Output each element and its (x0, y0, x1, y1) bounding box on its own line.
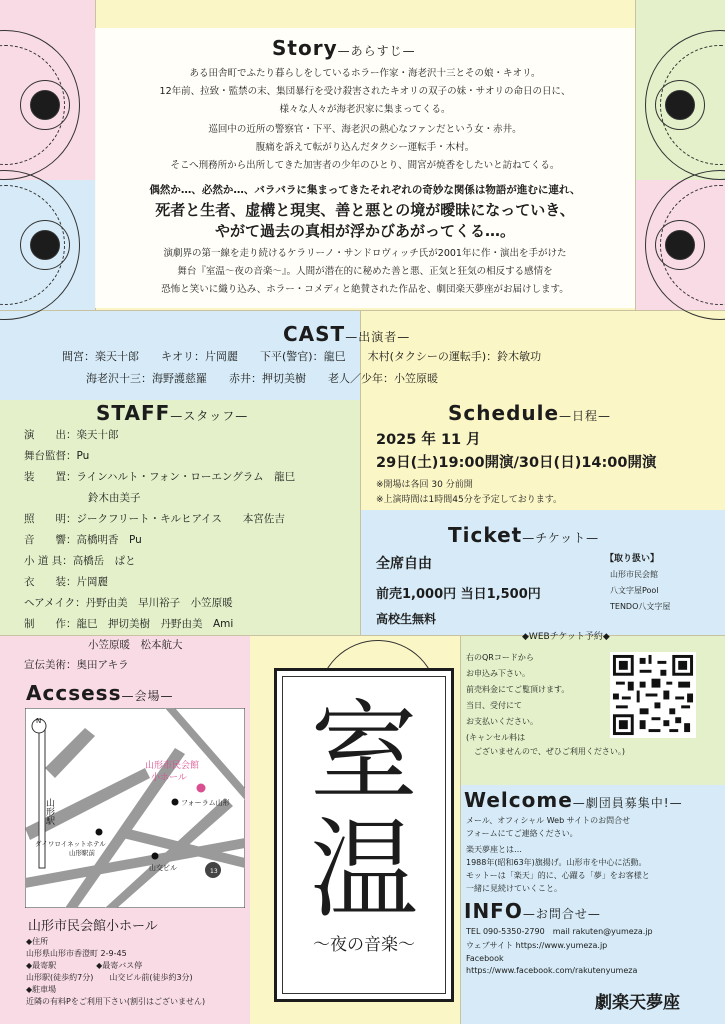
story-emphasis: 死者と生者、虚構と現実、善と悪との境が曖昧になっていき、 (155, 201, 575, 219)
info-website[interactable]: ウェブサイト https://www.yumeza.jp (466, 941, 608, 950)
story-line: 腹痛を訴えて転がり込んだタクシー運転手・木村。 (255, 142, 475, 153)
story-line: 12年前、拉致・監禁の末、集団暴行を受け殺害されたキオリの双子の妹・サオリの命日の日に、 (159, 86, 571, 97)
map-route-label: 13 (210, 868, 218, 875)
access-heading (26, 681, 173, 705)
welcome-line: メール、オフィシャル Web サイトのお問合せ (466, 816, 631, 825)
web-ticket-line: お申込み下さい。 (466, 669, 530, 678)
web-ticket-line: お支払いください。 (466, 717, 538, 726)
welcome-title: Welcome (464, 788, 573, 812)
qr-code[interactable] (610, 652, 696, 738)
story-emphasis: やがて過去の真相が浮かびあがってくる…。 (214, 222, 515, 240)
staff-row (88, 637, 183, 652)
access-detail: 近隣の有料Pをご利用下さい(割引はございません) (26, 997, 206, 1006)
ticket-heading (448, 523, 599, 547)
web-ticket-title: ◆WEBチケット予約◆ (522, 632, 610, 642)
welcome-line: 1988年(昭和63年)旗揚げ。山形市を中心に活動。 (466, 858, 647, 867)
story-line: 巡回中の近所の警察官・下平、海老沢の熱心なファンだという女・赤井。 (208, 124, 522, 135)
map-bank-label: 山交ビル (149, 864, 177, 872)
north-label: N (36, 717, 42, 725)
grid-line (0, 310, 725, 311)
staff-subtitle: —スタッフ— (170, 409, 249, 423)
schedule-heading (448, 401, 611, 425)
troupe-logo: 劇楽天夢座 (595, 993, 680, 1013)
story-heading (272, 36, 416, 60)
map-venue-label: 山形市民会館 (145, 761, 200, 771)
staff-role: ヘアメイク： (24, 597, 86, 609)
staff-title: STAFF (96, 401, 171, 425)
info-subtitle: —お問合せ— (522, 907, 601, 921)
schedule-subtitle: —日程— (559, 409, 612, 423)
staff-row (24, 657, 129, 672)
staff-role: 衣 装： (24, 576, 77, 588)
staff-names: 龍巳 押切美樹 丹野由美 Ami (76, 618, 234, 630)
staff-row (88, 490, 141, 505)
staff-row (24, 616, 233, 631)
ticket-subtitle: —チケット— (522, 531, 600, 545)
story-title: Story (272, 36, 338, 60)
bank-marker-icon (152, 853, 159, 860)
web-ticket-line: 前売料金にてご覧頂けます。 (466, 685, 570, 694)
grid-line (460, 635, 461, 1024)
web-ticket-line: (キャンセル料は (466, 733, 526, 742)
cast-heading (283, 322, 410, 346)
ticket-seat: 全席自由 (376, 556, 432, 572)
web-ticket-line: 右のQRコードから (466, 653, 534, 662)
story-line: ある田舎町でふたり暮らしをしているホラー作家・海老沢十三とその娘・キオリ。 (189, 68, 541, 79)
schedule-month: 2025 年 11 月 (376, 432, 481, 448)
access-map[interactable] (25, 708, 245, 908)
welcome-heading (464, 788, 683, 812)
map-hotel-label-2: 山形駅前 (69, 849, 95, 857)
access-detail: 山形駅(徒歩約7分) 山交ビル前(徒歩約3分) (26, 973, 193, 982)
cast-line: 海老沢十三：海野護慈羅 赤井：押切美樹 老人／少年：小笠原暖 (86, 372, 438, 385)
access-subtitle: —会場— (121, 689, 174, 703)
staff-row (24, 511, 285, 526)
forum-marker-icon (172, 799, 179, 806)
info-heading (464, 899, 601, 923)
staff-row (24, 448, 89, 463)
staff-names: 小笠原暖 松本航大 (88, 639, 183, 651)
welcome-line: 楽天夢座とは… (466, 845, 522, 854)
cast-title: CAST (283, 322, 346, 346)
welcome-line: モットーは「楽天」的に、心躍る「夢」をお客様と (466, 871, 650, 880)
map-station-label: 山形駅 (44, 798, 54, 825)
staff-role: 宣伝美術： (24, 659, 77, 671)
staff-row (24, 469, 295, 484)
cast-subtitle: —出演者— (345, 330, 411, 344)
title-main-text: 室温 (309, 690, 418, 933)
info-contact[interactable]: TEL 090-5350-2790 mail rakuten@yumeza.jp (466, 927, 653, 936)
access-title: Accsess (26, 681, 122, 705)
cast-line: 間宮：楽天十郎 キオリ：片岡麗 下平(警官)：龍巳 木村(タクシーの運転手)：鈴木敏功 (62, 350, 542, 363)
staff-role: 音 響： (24, 534, 77, 546)
schedule-note: ※開場は各回 30 分前開 (376, 480, 473, 490)
welcome-line: 一緒に見続けていくこと。 (466, 884, 562, 893)
story-subtitle: —あらすじ— (337, 44, 416, 58)
access-detail: ◆駐車場 (26, 985, 57, 994)
staff-row (24, 574, 108, 589)
grid-line (0, 635, 725, 636)
map-hotel-label: ダイワロイネットホテル (35, 840, 106, 848)
staff-names: 片岡麗 (76, 576, 108, 588)
staff-heading (96, 401, 248, 425)
staff-names: 高橋岳 ぱと (72, 555, 136, 567)
staff-names: 奥田アキラ (76, 659, 129, 671)
access-detail: ◆住所 (26, 937, 49, 946)
staff-row (24, 553, 136, 568)
staff-names: 楽天十郎 (76, 429, 119, 441)
staff-role: 照 明： (24, 513, 77, 525)
ticket-title: Ticket (448, 523, 523, 547)
story-line: そこへ刑務所から出所してきた加害者の少年のひとり、間宮が焼香をしたいと訪ねてくる。 (170, 160, 560, 171)
access-detail: 山形県山形市香澄町 2-9-45 (26, 949, 127, 958)
venue-name: 山形市民会館小ホール (28, 919, 158, 934)
staff-row (24, 595, 233, 610)
staff-role: 制 作： (24, 618, 77, 630)
staff-names: Pu (76, 450, 90, 462)
intro-line: 演劇界の第一線を走り続けるケラリーノ・サンドロヴィッチ氏が2001年に作・演出を手がけた (163, 248, 567, 259)
staff-role: 装 置： (24, 471, 77, 483)
dealer-item: 山形市民会館 (610, 570, 658, 579)
title-main (282, 690, 446, 933)
intro-line: 舞台『室温～夜の音楽～』。人間が潜在的に秘めた善と悪、正気と狂気の相反する感情を (177, 266, 553, 277)
dealer-item: 八文字屋Pool (610, 586, 659, 595)
info-facebook-label: Facebook (466, 954, 504, 963)
info-title: INFO (464, 899, 523, 923)
staff-role: 小 道 具： (24, 555, 73, 567)
staff-role: 演 出： (24, 429, 77, 441)
staff-names: 鈴木由美子 (88, 492, 141, 504)
web-ticket-line: ございませんので、ぜひご利用ください。) (466, 747, 625, 756)
staff-names: ラインハルト・フォン・ローエングラム 龍巳 (76, 471, 296, 483)
dealers-title: 【取り扱い】 (605, 554, 660, 564)
staff-names: ジークフリート・キルヒアイス 本宮佐吉 (76, 513, 285, 525)
info-facebook-url[interactable]: https://www.facebook.com/rakutenyumeza (466, 966, 638, 975)
schedule-dates: 29日(土)19:00開演/30日(日)14:00開演 (376, 455, 657, 471)
map-venue-label-2: 小ホール (151, 773, 187, 783)
welcome-line: フォームにてご連絡ください。 (466, 829, 578, 838)
map-forum-label: フォーラム山形 (181, 799, 230, 807)
web-ticket-line: 当日、受付にて (466, 701, 522, 710)
staff-names: 高橋明香 Pu (76, 534, 142, 546)
staff-row (24, 532, 142, 547)
schedule-title: Schedule (448, 401, 560, 425)
story-emphasis-intro: 偶然か…、必然か…、バラバラに集まってきたそれぞれの奇妙な関係は物語が進むに連れ、 (149, 184, 581, 196)
ticket-student: 高校生無料 (376, 612, 437, 626)
access-detail: ◆最寄駅 ◆最寄バス停 (26, 961, 143, 970)
staff-role: 舞台監督： (24, 450, 77, 462)
staff-names: 丹野由美 早川裕子 小笠原暖 (85, 597, 233, 609)
intro-line: 恐怖と笑いに織り込み、ホラー・コメディと絶賛された作品を、劇団楽天夢座がお届けします。 (161, 284, 569, 295)
story-line: 様々な人々が海老沢家に集まってくる。 (279, 104, 451, 115)
dealer-item: TENDO八文字屋 (610, 602, 671, 611)
hotel-marker-icon (96, 829, 103, 836)
title-sub: 〜夜の音楽〜 (313, 935, 415, 955)
staff-row (24, 427, 119, 442)
schedule-note: ※上演時間は1時間45分を予定しております。 (376, 495, 563, 505)
welcome-subtitle: —劇団員募集中!— (572, 796, 683, 810)
venue-marker-icon (197, 784, 206, 793)
ticket-price: 前売1,000円 当日1,500円 (376, 587, 541, 602)
grid-line (635, 0, 636, 310)
